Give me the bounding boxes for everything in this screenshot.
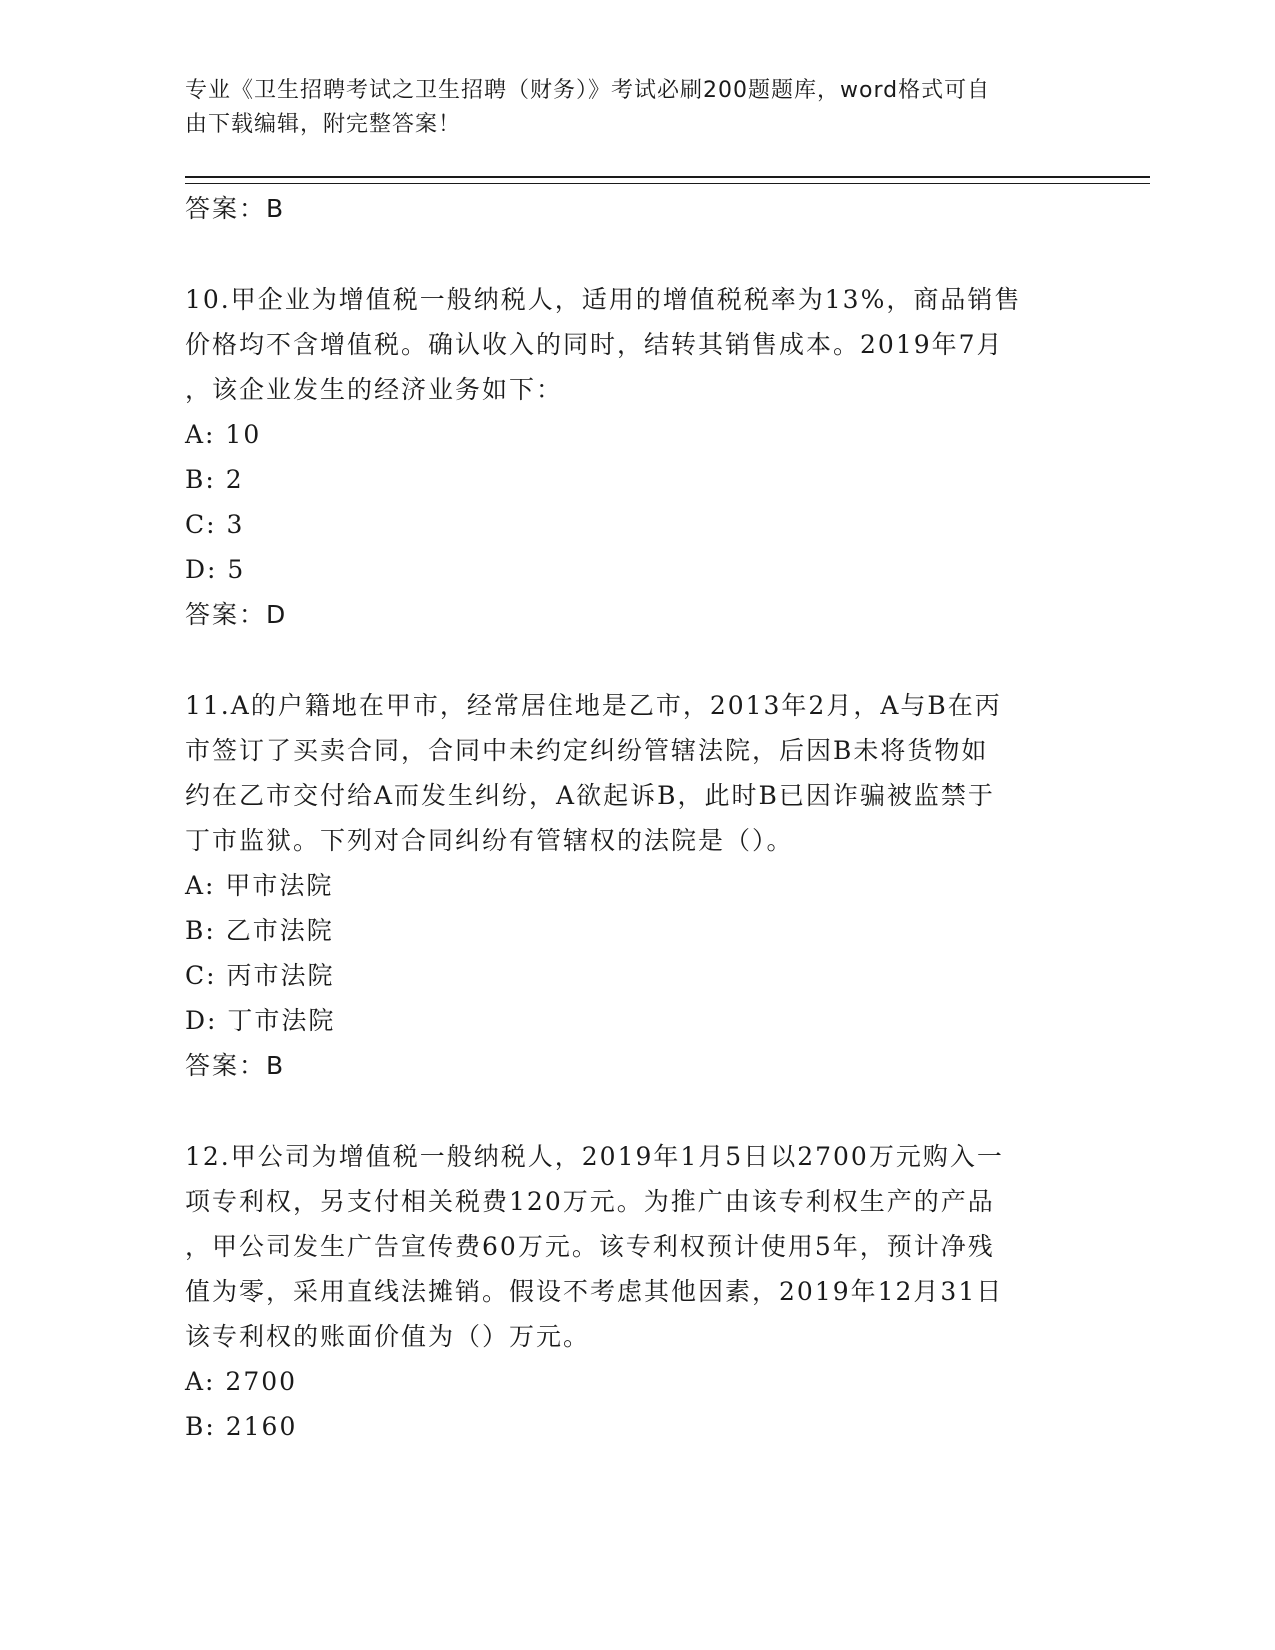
question-line: 该专利权的账面价值为（）万元。: [185, 1322, 591, 1351]
question-line: 项专利权，另支付相关税费120万元。为推广由该专利权生产的产品: [185, 1187, 995, 1216]
header-divider-thick: [185, 176, 1150, 178]
option-b: B: 乙市法院: [185, 916, 334, 945]
question-line: 丁市监狱。下列对合同纠纷有管辖权的法院是（）。: [185, 826, 794, 855]
header-line: 专业《卫生招聘考试之卫生招聘（财务）》考试必刷200题题库，word格式可自: [185, 78, 991, 103]
document-header: [185, 74, 1065, 142]
option-c: C: 丙市法院: [185, 961, 335, 990]
option-d: D: 丁市法院: [185, 1006, 336, 1035]
option-c: C: 3: [185, 510, 245, 539]
question-line: 价格均不含增值税。确认收入的同时，结转其销售成本。2019年7月: [185, 330, 1004, 359]
question-11: [185, 683, 1065, 1088]
question-line: 约在乙市交付给A而发生纠纷，A欲起诉B，此时B已因诈骗被监禁于: [185, 781, 995, 810]
answer-label: 答案：D: [185, 600, 288, 629]
question-line: 11.A的户籍地在甲市，经常居住地是乙市，2013年2月，A与B在丙: [185, 691, 1002, 720]
header-divider-thin: [185, 183, 1150, 184]
option-b: B: 2: [185, 465, 244, 494]
option-a: A: 2700: [185, 1367, 298, 1396]
question-line: 12.甲公司为增值税一般纳税人，2019年1月5日以2700万元购入一: [185, 1142, 1004, 1171]
question-line: 10.甲企业为增值税一般纳税人，适用的增值税税率为13%，商品销售: [185, 285, 1022, 314]
question-line: ，该企业发生的经济业务如下：: [185, 375, 564, 404]
answer-label: 答案：B: [185, 1051, 286, 1080]
option-d: D: 5: [185, 555, 246, 584]
question-line: ，甲公司发生广告宣传费60万元。该专利权预计使用5年，预计净残: [185, 1232, 995, 1261]
question-line: 市签订了买卖合同，合同中未约定纠纷管辖法院，后因B未将货物如: [185, 736, 989, 765]
option-b: B: 2160: [185, 1412, 298, 1441]
question-12: [185, 1134, 1065, 1449]
question-10: [185, 277, 1065, 637]
header-line: 由下载编辑，附完整答案！: [185, 112, 462, 137]
option-a: A: 甲市法院: [185, 871, 334, 900]
answer-label: 答案：B: [185, 194, 286, 223]
question-list: [185, 186, 1065, 1449]
option-a: A: 10: [185, 420, 262, 449]
question-line: 值为零，采用直线法摊销。假设不考虑其他因素，2019年12月31日: [185, 1277, 1004, 1306]
